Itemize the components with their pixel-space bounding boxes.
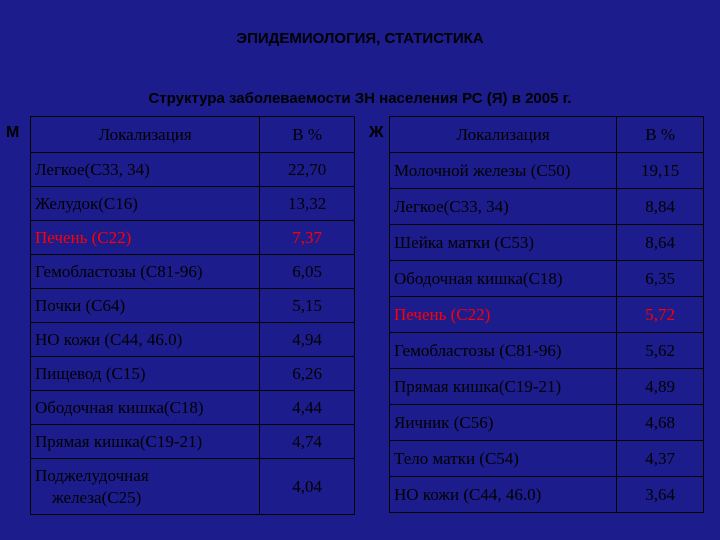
percent-cell: 5,72 bbox=[617, 297, 704, 333]
male-incidence-table bbox=[30, 116, 355, 515]
percent-cell: 5,62 bbox=[617, 333, 704, 369]
percent-cell: 7,37 bbox=[260, 221, 355, 255]
percent-cell: 6,05 bbox=[260, 255, 355, 289]
male-label: М bbox=[6, 124, 20, 141]
female-table-body bbox=[390, 153, 704, 513]
percent-cell: 19,15 bbox=[617, 153, 704, 189]
table-row bbox=[31, 221, 355, 255]
table-row bbox=[31, 255, 355, 289]
localization-cell: НО кожи (С44, 46.0) bbox=[390, 477, 617, 513]
table-row bbox=[390, 261, 704, 297]
percent-cell: 6,35 bbox=[617, 261, 704, 297]
percent-cell: 4,37 bbox=[617, 441, 704, 477]
male-header-percent: В % bbox=[260, 117, 355, 153]
localization-cell: Почки (С64) bbox=[31, 289, 260, 323]
table-row bbox=[31, 323, 355, 357]
table-row bbox=[31, 187, 355, 221]
table-row bbox=[31, 391, 355, 425]
table-row bbox=[31, 153, 355, 187]
male-table-body bbox=[31, 153, 355, 515]
percent-cell: 4,68 bbox=[617, 405, 704, 441]
slide-title: ЭПИДЕМИОЛОГИЯ, СТАТИСТИКА bbox=[236, 30, 484, 47]
table-row bbox=[31, 289, 355, 323]
localization-cell: Яичник (С56) bbox=[390, 405, 617, 441]
percent-cell: 4,94 bbox=[260, 323, 355, 357]
localization-cell: Печень (С22) bbox=[390, 297, 617, 333]
localization-cell: Прямая кишка(С19-21) bbox=[390, 369, 617, 405]
table-row bbox=[31, 459, 355, 515]
table-row bbox=[31, 425, 355, 459]
percent-cell: 4,89 bbox=[617, 369, 704, 405]
table-row bbox=[390, 369, 704, 405]
localization-cell: Гемобластозы (С81-96) bbox=[31, 255, 260, 289]
localization-cell: Ободочная кишка(С18) bbox=[390, 261, 617, 297]
percent-cell: 4,04 bbox=[260, 459, 355, 515]
localization-cell: Печень (С22) bbox=[31, 221, 260, 255]
female-incidence-table bbox=[389, 116, 704, 513]
table-row bbox=[31, 357, 355, 391]
localization-cell: Молочной железы (С50) bbox=[390, 153, 617, 189]
localization-cell: Пищевод (С15) bbox=[31, 357, 260, 391]
localization-cell: Поджелудочная железа(С25) bbox=[31, 459, 260, 515]
localization-cell: Ободочная кишка(С18) bbox=[31, 391, 260, 425]
female-label: Ж bbox=[369, 124, 384, 141]
table-row bbox=[390, 297, 704, 333]
localization-cell: Гемобластозы (С81-96) bbox=[390, 333, 617, 369]
percent-cell: 8,64 bbox=[617, 225, 704, 261]
localization-cell: Желудок(С16) bbox=[31, 187, 260, 221]
localization-cell: Легкое(С33, 34) bbox=[390, 189, 617, 225]
localization-cell: Шейка матки (С53) bbox=[390, 225, 617, 261]
male-header-localization: Локализация bbox=[31, 117, 260, 153]
table-row bbox=[390, 189, 704, 225]
female-header-localization: Локализация bbox=[390, 117, 617, 153]
table-row bbox=[390, 225, 704, 261]
localization-cell: Легкое(С33, 34) bbox=[31, 153, 260, 187]
percent-cell: 8,84 bbox=[617, 189, 704, 225]
table-row bbox=[390, 333, 704, 369]
female-header-percent: В % bbox=[617, 117, 704, 153]
percent-cell: 4,74 bbox=[260, 425, 355, 459]
localization-cell: НО кожи (С44, 46.0) bbox=[31, 323, 260, 357]
table-row bbox=[390, 441, 704, 477]
percent-cell: 5,15 bbox=[260, 289, 355, 323]
table-row bbox=[390, 477, 704, 513]
slide-subtitle: Структура заболеваемости ЗН населения РС (Я) в 2005 г. bbox=[148, 90, 572, 107]
percent-cell: 3,64 bbox=[617, 477, 704, 513]
percent-cell: 22,70 bbox=[260, 153, 355, 187]
percent-cell: 6,26 bbox=[260, 357, 355, 391]
percent-cell: 4,44 bbox=[260, 391, 355, 425]
table-row bbox=[390, 153, 704, 189]
localization-cell: Прямая кишка(С19-21) bbox=[31, 425, 260, 459]
percent-cell: 13,32 bbox=[260, 187, 355, 221]
table-row bbox=[390, 405, 704, 441]
localization-cell: Тело матки (С54) bbox=[390, 441, 617, 477]
